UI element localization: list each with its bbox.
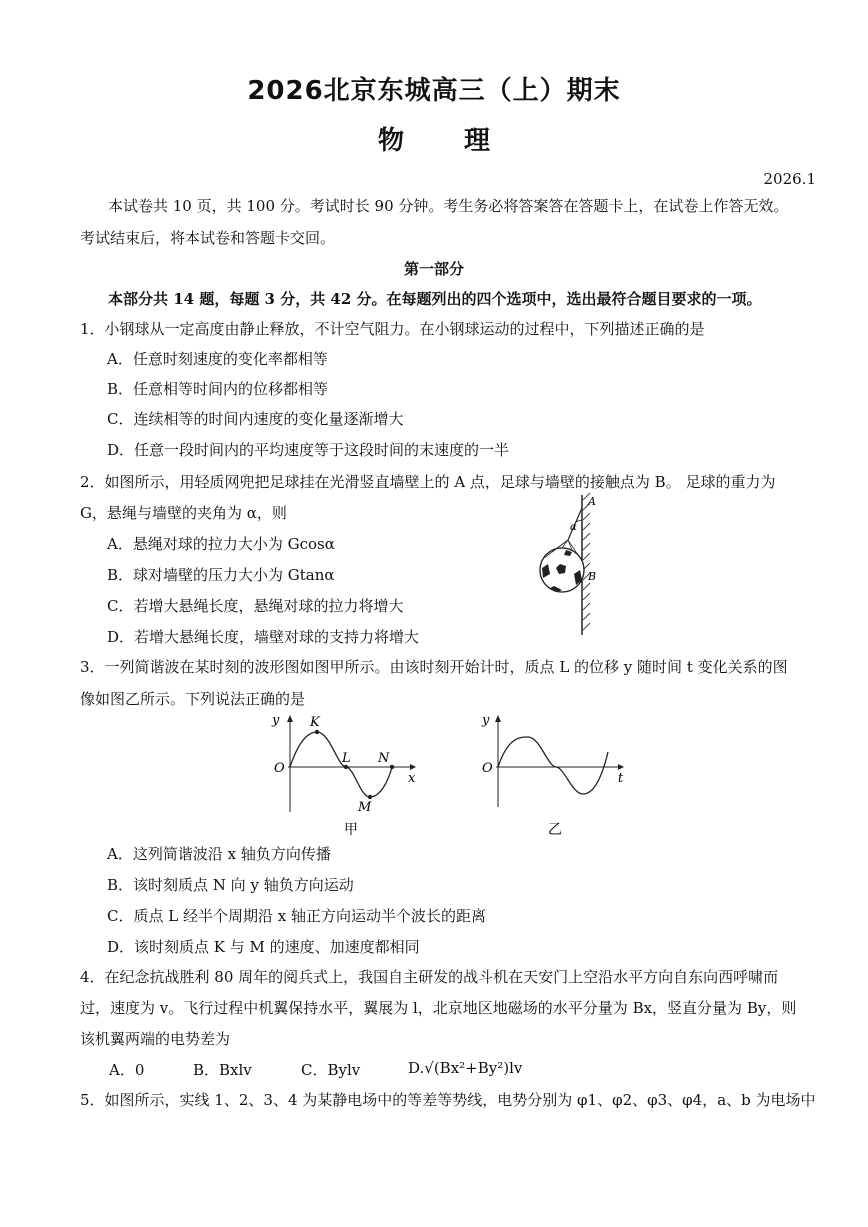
q1-stem: 1．小钢球从一定高度由静止释放，不计空气阻力。在小钢球运动的过程中，下列描述正确的是	[80, 320, 705, 338]
label-alpha: α	[570, 522, 577, 533]
q3-figure-a	[260, 712, 430, 837]
subject-title	[0, 120, 868, 157]
vibration-curve	[498, 737, 608, 794]
point-l: L	[342, 751, 351, 766]
exam-date: 2026.1	[763, 170, 816, 188]
caption-yi: 乙	[548, 822, 562, 837]
subject-char-1: 物	[377, 126, 404, 156]
axis-label-y-b: y	[482, 713, 490, 728]
q3-option-d: D．该时刻质点 K 与 M 的速度、加速度都相同	[107, 938, 420, 956]
axis-label-t: t	[618, 771, 624, 786]
exam-title: 2026北京东城高三（上）期末	[247, 76, 621, 106]
q4-stem-1: 4．在纪念抗战胜利 80 周年的阅兵式上，我国自主研发的战斗机在天安门上空沿水平方向自东向西呼啸而	[80, 968, 779, 986]
q2-option-d: D．若增大悬绳长度，墙壁对球的支持力将增大	[107, 628, 420, 646]
q2-ball-figure	[530, 490, 610, 640]
q2-option-c: C．若增大悬绳长度，悬绳对球的拉力将增大	[107, 597, 404, 615]
part-instruction: 本部分共 14 题，每题 3 分，共 42 分。在每题列出的四个选项中，选出最符合题目要求的一项。	[108, 290, 762, 308]
q4-option-a: A．0	[109, 1061, 145, 1079]
label-a: A	[588, 495, 596, 508]
point-m: M	[358, 800, 372, 815]
q2-option-a: A．悬绳对球的拉力大小为 Gcosα	[107, 535, 335, 553]
q1-option-d: D．任意一段时间内的平均速度等于这段时间的末速度的一半	[107, 441, 510, 459]
subject-char-2: 理	[464, 126, 491, 156]
q4-option-c: C．Bylv	[301, 1061, 361, 1079]
q2-option-b: B．球对墙壁的压力大小为 Gtanα	[107, 566, 335, 584]
q2-stem-1: 2．如图所示，用轻质网兜把足球挂在光滑竖直墙壁上的 A 点，足球与墙壁的接触点为 B。 足球的重力为	[80, 473, 776, 491]
q3-option-c: C．质点 L 经半个周期沿 x 轴正方向运动半个波长的距离	[107, 907, 486, 925]
axis-label-y: y	[272, 713, 280, 728]
label-b: B	[588, 570, 597, 583]
q4-stem-2: 过，速度为 v。飞行过程中机翼保持水平，翼展为 l，北京地区地磁场的水平分量为 Bx，竖直分量为 By，则	[80, 999, 797, 1017]
q1-option-b: B．任意相等时间内的位移都相等	[107, 380, 329, 398]
q4-option-b: B．Bxlv	[193, 1061, 252, 1079]
caption-jia: 甲	[344, 822, 358, 837]
intro-line-2: 考试结束后，将本试卷和答题卡交回。	[80, 229, 336, 247]
q3-figure-b	[478, 712, 648, 837]
q3-stem-1: 3．一列简谐波在某时刻的波形图如图甲所示。由该时刻开始计时，质点 L 的位移 y 随时间 t 变化关系的图	[80, 658, 788, 676]
origin-label: O	[274, 761, 285, 776]
wave-curve	[290, 732, 392, 797]
q1-option-a: A．任意时刻速度的变化率都相等	[107, 350, 328, 368]
point-k: K	[310, 715, 320, 730]
q3-option-a: A．这列简谐波沿 x 轴负方向传播	[107, 845, 331, 863]
q1-option-c: C．连续相等的时间内速度的变化量逐渐增大	[107, 410, 404, 428]
q3-stem-2: 像如图乙所示。下列说法正确的是	[80, 690, 306, 708]
axis-label-x: x	[408, 771, 416, 786]
q3-option-b: B．该时刻质点 N 向 y 轴负方向运动	[107, 876, 354, 894]
q2-stem-2: G，悬绳与墙壁的夹角为 α，则	[80, 504, 287, 522]
part-heading: 第一部分	[403, 260, 464, 278]
intro-line-1: 本试卷共 10 页，共 100 分。考试时长 90 分钟。考生务必将答案答在答题卡上，在试卷上作答无效。	[108, 197, 789, 215]
q4-stem-3: 该机翼两端的电势差为	[80, 1030, 231, 1048]
point-n: N	[378, 751, 390, 766]
origin-label-b: O	[482, 761, 493, 776]
q4-option-d: D.√(Bx²+By²)lv	[408, 1059, 523, 1077]
q5-stem-1: 5．如图所示，实线 1、2、3、4 为某静电场中的等差等势线，电势分别为 φ1、φ2、φ3、φ4，a、b 为电场中	[80, 1091, 816, 1109]
